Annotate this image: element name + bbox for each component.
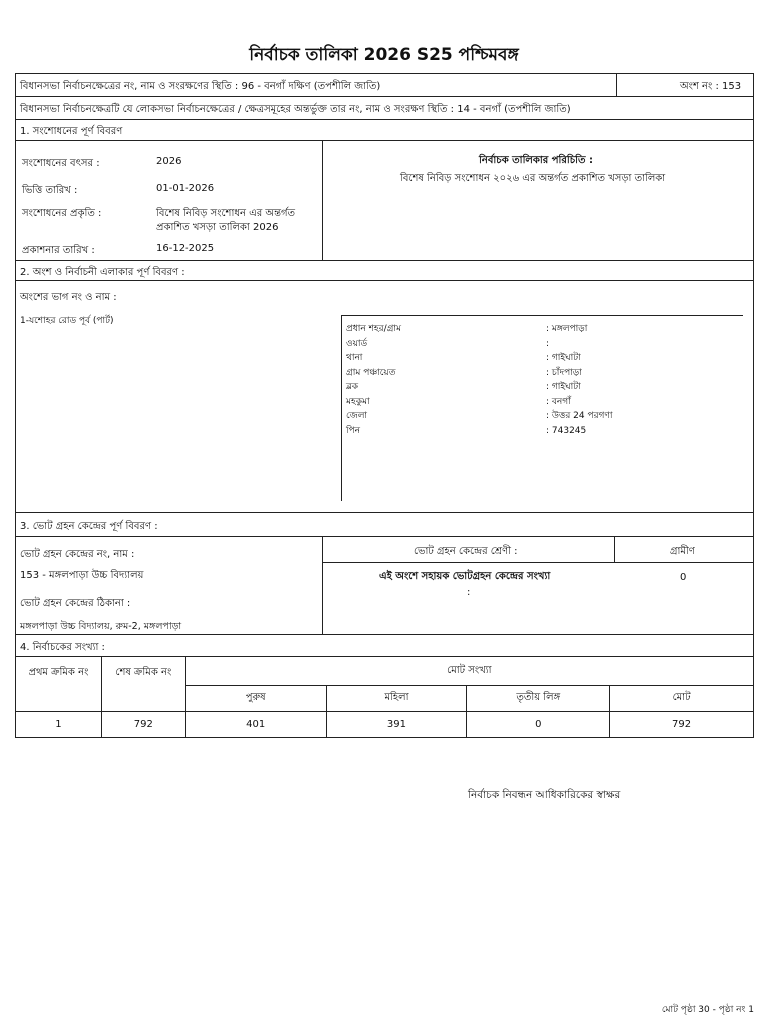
- main-town-value: : মঙ্গলপাড়া: [546, 324, 588, 334]
- area-labels: [346, 322, 401, 438]
- document-title: নির্বাচক তালিকা 2026 S25 পশ্চিমবঙ্গ: [249, 45, 519, 65]
- constituency-row: [16, 74, 753, 97]
- first-serial-value: 1: [16, 712, 102, 738]
- area-details: [16, 281, 753, 513]
- block-label: ব্লক: [346, 382, 359, 392]
- third-gender-value: 0: [467, 712, 610, 738]
- pin-value: : 743245: [546, 425, 587, 436]
- section3-heading-row: [16, 513, 753, 537]
- section2-heading: 2. অংশ ও নির্বাচনী এলাকার পূর্ণ বিবরণ :: [20, 267, 185, 278]
- district-value: : উত্তর 24 পরগণা: [546, 411, 613, 421]
- pub-date-value: 16-12-2025: [156, 243, 215, 254]
- elector-count-table: [15, 656, 754, 738]
- district-label: জেলা: [346, 411, 368, 421]
- divider: [614, 537, 615, 562]
- table-row: [16, 712, 754, 738]
- last-serial-value: 792: [101, 712, 185, 738]
- aux-stations-value: 0: [680, 572, 687, 583]
- nature-label: সংশোধনের প্রকৃতি :: [22, 208, 102, 219]
- divider: [616, 74, 617, 96]
- police-station-value: : গাইঘাটা: [546, 353, 581, 363]
- signature-label: নির্বাচক নিবন্ধন আধিকারিকের স্বাক্ষর: [468, 789, 621, 801]
- area-values: [546, 322, 612, 438]
- station-name: 153 - মঙ্গলপাড়া উচ্চ বিদ্যালয়: [20, 570, 144, 581]
- roll-intro-label: নির্বাচক তালিকার পরিচিতি :: [479, 155, 594, 166]
- section4-heading: 4. নির্বাচকের সংখ্যা :: [20, 642, 105, 653]
- part-number: অংশ নং : 153: [680, 81, 742, 92]
- ward-label: ওয়ার্ড: [346, 338, 368, 349]
- main-town-label: প্রধান শহর/গ্রাম: [346, 324, 401, 334]
- station-no-label: ভোট গ্রহন কেন্দ্রের নং, নাম :: [20, 549, 135, 560]
- gram-panchayat-label: গ্রাম পঞ্চায়েত: [346, 367, 396, 378]
- aux-stations-label: এই অংশে সহায়ক ভোটগ্রহন কেন্দ্রের সংখ্যা: [379, 571, 551, 582]
- section4-heading-row: [16, 635, 753, 656]
- part-item: 1-যশোহর রোড পূর্ব (পার্ট): [20, 316, 114, 326]
- police-station-label: থানা: [346, 353, 363, 363]
- last-serial-header: শেষ ক্রমিক নং: [101, 657, 185, 712]
- base-date-label: ভিত্তি তারিখ :: [22, 185, 78, 196]
- section1-heading: 1. সংশোধনের পূর্ণ বিবরণ: [20, 126, 123, 137]
- parliamentary-row: [16, 97, 753, 120]
- polling-station-details: [16, 537, 753, 635]
- revision-details: [16, 141, 753, 261]
- female-header: মহিলা: [326, 686, 467, 712]
- aux-stations-colon: :: [467, 587, 471, 598]
- divider: [614, 562, 754, 563]
- pin-label: পিন: [346, 425, 361, 436]
- electoral-roll-frame: [15, 73, 754, 657]
- base-date-value: 01-01-2026: [156, 183, 215, 194]
- male-header: পুরুষ: [185, 686, 326, 712]
- section2-heading-row: [16, 261, 753, 281]
- category-label: ভোট গ্রহন কেন্দ্রের শ্রেণী :: [414, 546, 518, 557]
- category-value: গ্রামীণ: [670, 546, 695, 557]
- year-label: সংশোধনের বৎসর :: [22, 158, 100, 169]
- total-header: মোট: [610, 686, 754, 712]
- male-value: 401: [185, 712, 326, 738]
- table-header-row: [16, 657, 754, 686]
- divider: [322, 141, 323, 260]
- nature-value-line1: বিশেষ নিবিড় সংশোধন এর অন্তর্গত: [156, 208, 296, 219]
- divider: [322, 537, 323, 634]
- pub-date-label: প্রকাশনার তারিখ :: [22, 245, 95, 256]
- section3-heading: 3. ভোট গ্রহন কেন্দ্রের পূর্ণ বিবরণ :: [20, 521, 158, 532]
- part-names-label: অংশের ভাগ নং ও নাম :: [20, 292, 117, 303]
- constituency-text: বিধানসভা নির্বাচনক্ষেত্রের নং, নাম ও সংরক্ষণের স্থিতি : 96 - বনগাঁ দক্ষিণ (তপশীলি জাতি): [20, 81, 381, 92]
- gram-panchayat-value: : চাঁদপাড়া: [546, 367, 582, 378]
- block-value: : গাইঘাটা: [546, 382, 581, 392]
- station-address-label: ভোট গ্রহন কেন্দ্রের ঠিকানা :: [20, 598, 131, 609]
- nature-value-line2: প্রকাশিত খসড়া তালিকা 2026: [156, 222, 279, 233]
- ward-value: :: [546, 338, 550, 349]
- page-number: মোট পৃষ্ঠা 30 - পৃষ্ঠা নং 1: [661, 1005, 754, 1015]
- station-address: মঙ্গলপাড়া উচ্চ বিদ্যালয়, রুম-2, মঙ্গলপাড়া: [20, 621, 182, 632]
- third-gender-header: তৃতীয় লিঙ্গ: [467, 686, 610, 712]
- section1-heading-row: [16, 120, 753, 141]
- year-value: 2026: [156, 156, 182, 167]
- female-value: 391: [326, 712, 467, 738]
- roll-intro-value: বিশেষ নিবিড় সংশোধন ২০২৬ এর অন্তর্গত প্রকাশিত খসড়া তালিকা: [400, 173, 666, 184]
- total-value: 792: [610, 712, 754, 738]
- total-count-header: মোট সংখ্যা: [185, 657, 753, 686]
- subdivision-value: : বনগাঁ: [546, 396, 571, 407]
- divider: [322, 562, 614, 563]
- subdivision-label: মহকুমা: [346, 396, 370, 407]
- parliamentary-text: বিধানসভা নির্বাচনক্ষেত্রটি যে লোকসভা নির্বাচনক্ষেত্রের / ক্ষেত্রসমূহের অন্তর্ভুক্ত তার নং, নাম ও সংরক্ষণ স্থিতি : 14 - বনগাঁ (তপশীলি জাতি): [20, 104, 571, 115]
- area-info-box: [341, 315, 743, 501]
- first-serial-header: প্রথম ক্রমিক নং: [16, 657, 102, 712]
